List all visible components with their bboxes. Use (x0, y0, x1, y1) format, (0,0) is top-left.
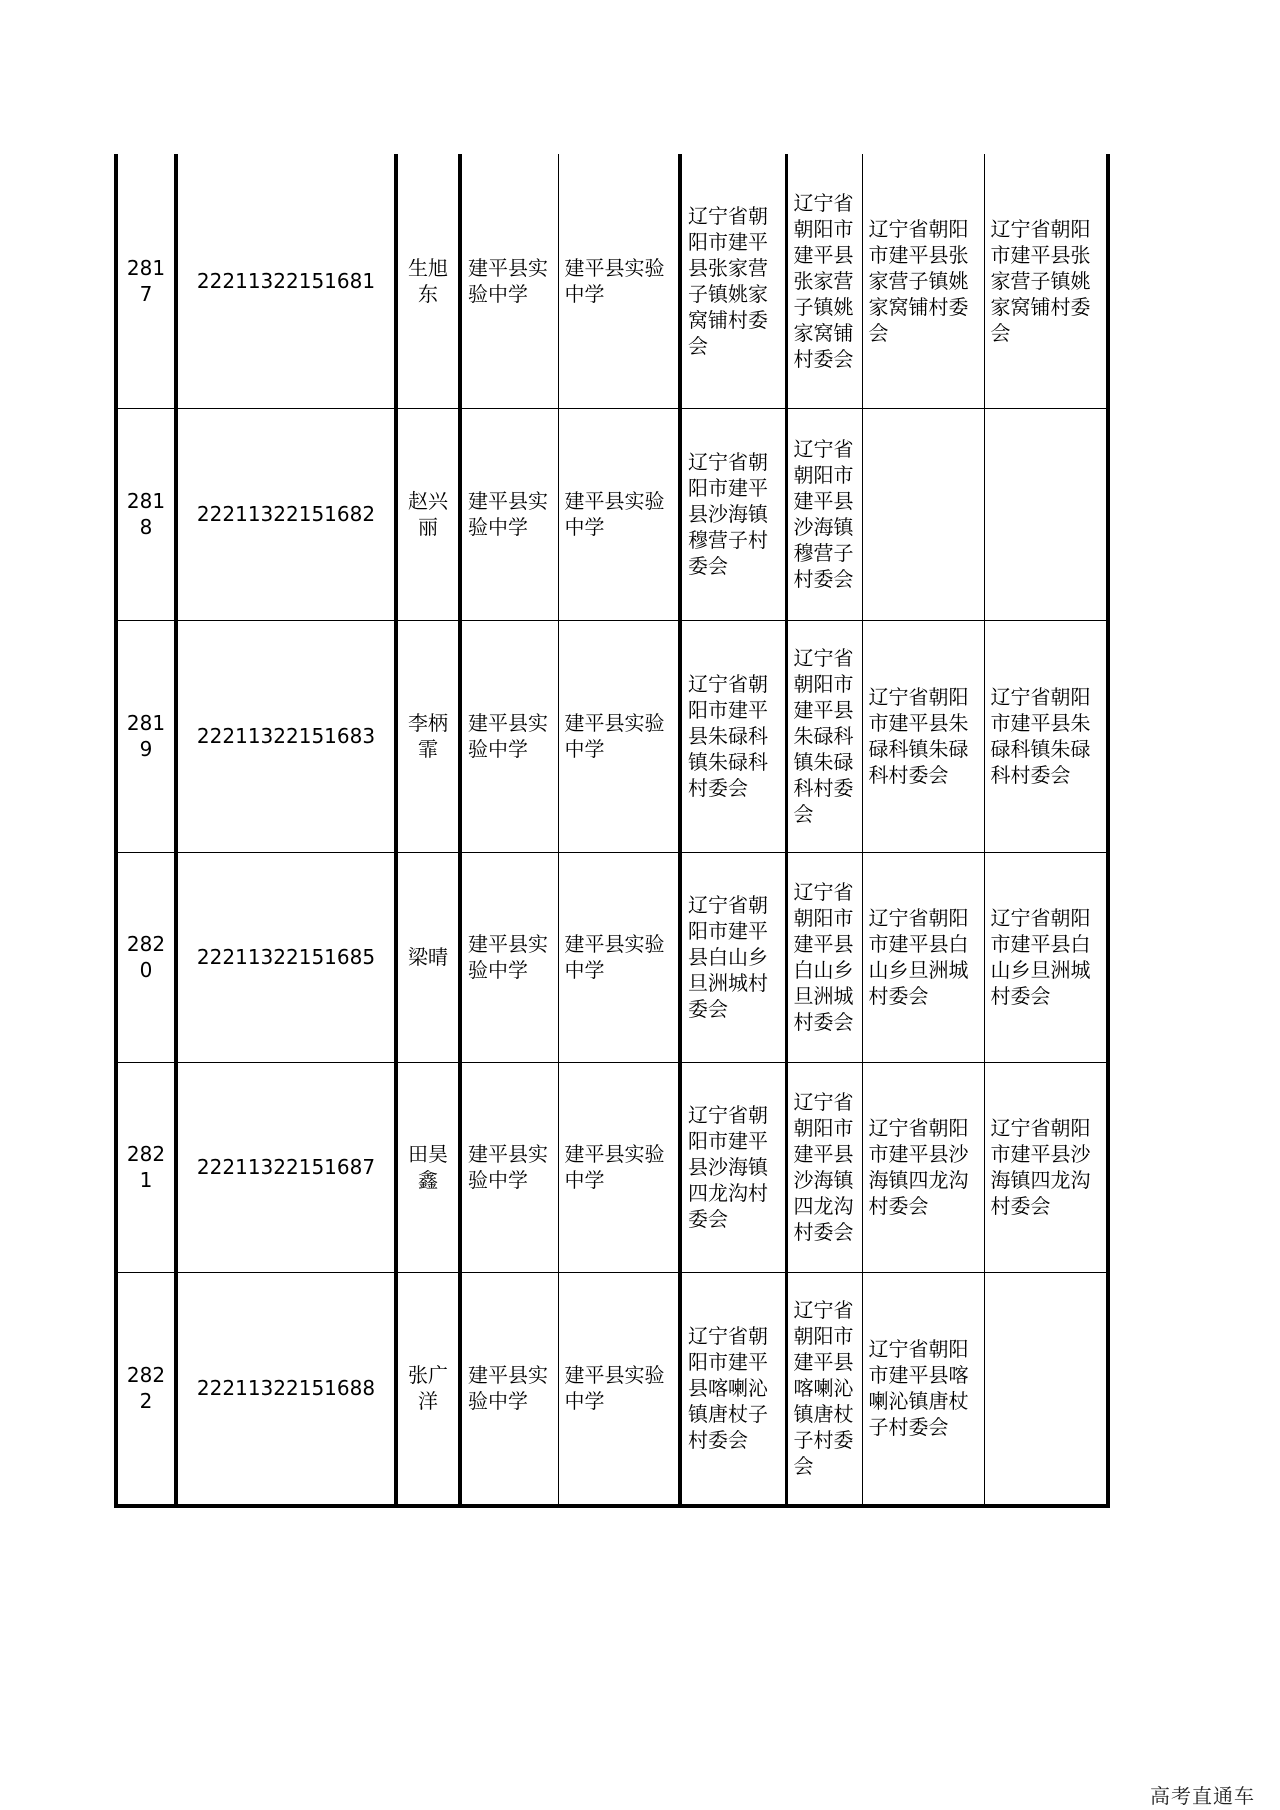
row-name: 梁晴 (396, 852, 460, 1062)
row-school-b: 建平县实验中学 (558, 1272, 680, 1504)
row-seq: 2821 (118, 1062, 176, 1272)
row-seq: 2819 (118, 620, 176, 852)
row-school-a: 建平县实验中学 (460, 1272, 558, 1504)
row-name: 田昊鑫 (396, 1062, 460, 1272)
row-school-b: 建平县实验中学 (558, 1062, 680, 1272)
row-id: 22211322151688 (176, 1272, 396, 1504)
row-school-b: 建平县实验中学 (558, 154, 680, 408)
table-row (118, 620, 1106, 852)
row-addr-1: 辽宁省朝阳市建平县张家营子镇姚家窝铺村委会 (680, 154, 786, 408)
roster-table (118, 154, 1106, 1504)
row-id: 22211322151683 (176, 620, 396, 852)
row-id: 22211322151682 (176, 408, 396, 620)
row-school-a: 建平县实验中学 (460, 852, 558, 1062)
row-addr-1: 辽宁省朝阳市建平县沙海镇四龙沟村委会 (680, 1062, 786, 1272)
table-row (118, 1272, 1106, 1504)
row-seq: 2822 (118, 1272, 176, 1504)
row-name: 张广洋 (396, 1272, 460, 1504)
row-addr-1: 辽宁省朝阳市建平县朱碌科镇朱碌科村委会 (680, 620, 786, 852)
row-addr-2: 辽宁省朝阳市建平县张家营子镇姚家窝铺村委会 (786, 154, 862, 408)
row-addr-4 (984, 1272, 1106, 1504)
row-school-b: 建平县实验中学 (558, 408, 680, 620)
row-school-a: 建平县实验中学 (460, 1062, 558, 1272)
row-addr-2: 辽宁省朝阳市建平县白山乡旦洲城村委会 (786, 852, 862, 1062)
table-row (118, 852, 1106, 1062)
row-addr-2: 辽宁省朝阳市建平县朱碌科镇朱碌科村委会 (786, 620, 862, 852)
row-id: 22211322151681 (176, 154, 396, 408)
row-school-a: 建平县实验中学 (460, 154, 558, 408)
table-row (118, 408, 1106, 620)
row-addr-3: 辽宁省朝阳市建平县沙海镇四龙沟村委会 (862, 1062, 984, 1272)
row-addr-3: 辽宁省朝阳市建平县喀喇沁镇唐杖子村委会 (862, 1272, 984, 1504)
row-school-a: 建平县实验中学 (460, 620, 558, 852)
row-addr-4: 辽宁省朝阳市建平县朱碌科镇朱碌科村委会 (984, 620, 1106, 852)
row-name: 生旭东 (396, 154, 460, 408)
row-seq: 2820 (118, 852, 176, 1062)
row-name: 赵兴丽 (396, 408, 460, 620)
row-name: 李柄霏 (396, 620, 460, 852)
row-school-b: 建平县实验中学 (558, 620, 680, 852)
row-id: 22211322151685 (176, 852, 396, 1062)
row-school-a: 建平县实验中学 (460, 408, 558, 620)
row-addr-1: 辽宁省朝阳市建平县白山乡旦洲城村委会 (680, 852, 786, 1062)
row-addr-3: 辽宁省朝阳市建平县白山乡旦洲城村委会 (862, 852, 984, 1062)
row-id: 22211322151687 (176, 1062, 396, 1272)
row-addr-2: 辽宁省朝阳市建平县沙海镇四龙沟村委会 (786, 1062, 862, 1272)
watermark-text: 高考直通车 (1150, 1784, 1255, 1808)
row-addr-3: 辽宁省朝阳市建平县张家营子镇姚家窝铺村委会 (862, 154, 984, 408)
row-school-b: 建平县实验中学 (558, 852, 680, 1062)
row-addr-4: 辽宁省朝阳市建平县张家营子镇姚家窝铺村委会 (984, 154, 1106, 408)
row-seq: 2817 (118, 154, 176, 408)
row-seq: 2818 (118, 408, 176, 620)
row-addr-4 (984, 408, 1106, 620)
row-addr-2: 辽宁省朝阳市建平县喀喇沁镇唐杖子村委会 (786, 1272, 862, 1504)
table-row (118, 1062, 1106, 1272)
row-addr-3: 辽宁省朝阳市建平县朱碌科镇朱碌科村委会 (862, 620, 984, 852)
row-addr-4: 辽宁省朝阳市建平县沙海镇四龙沟村委会 (984, 1062, 1106, 1272)
row-addr-1: 辽宁省朝阳市建平县喀喇沁镇唐杖子村委会 (680, 1272, 786, 1504)
row-addr-2: 辽宁省朝阳市建平县沙海镇穆营子村委会 (786, 408, 862, 620)
table-row (118, 154, 1106, 408)
roster-sheet (114, 154, 1110, 1508)
row-addr-4: 辽宁省朝阳市建平县白山乡旦洲城村委会 (984, 852, 1106, 1062)
row-addr-1: 辽宁省朝阳市建平县沙海镇穆营子村委会 (680, 408, 786, 620)
row-addr-3 (862, 408, 984, 620)
